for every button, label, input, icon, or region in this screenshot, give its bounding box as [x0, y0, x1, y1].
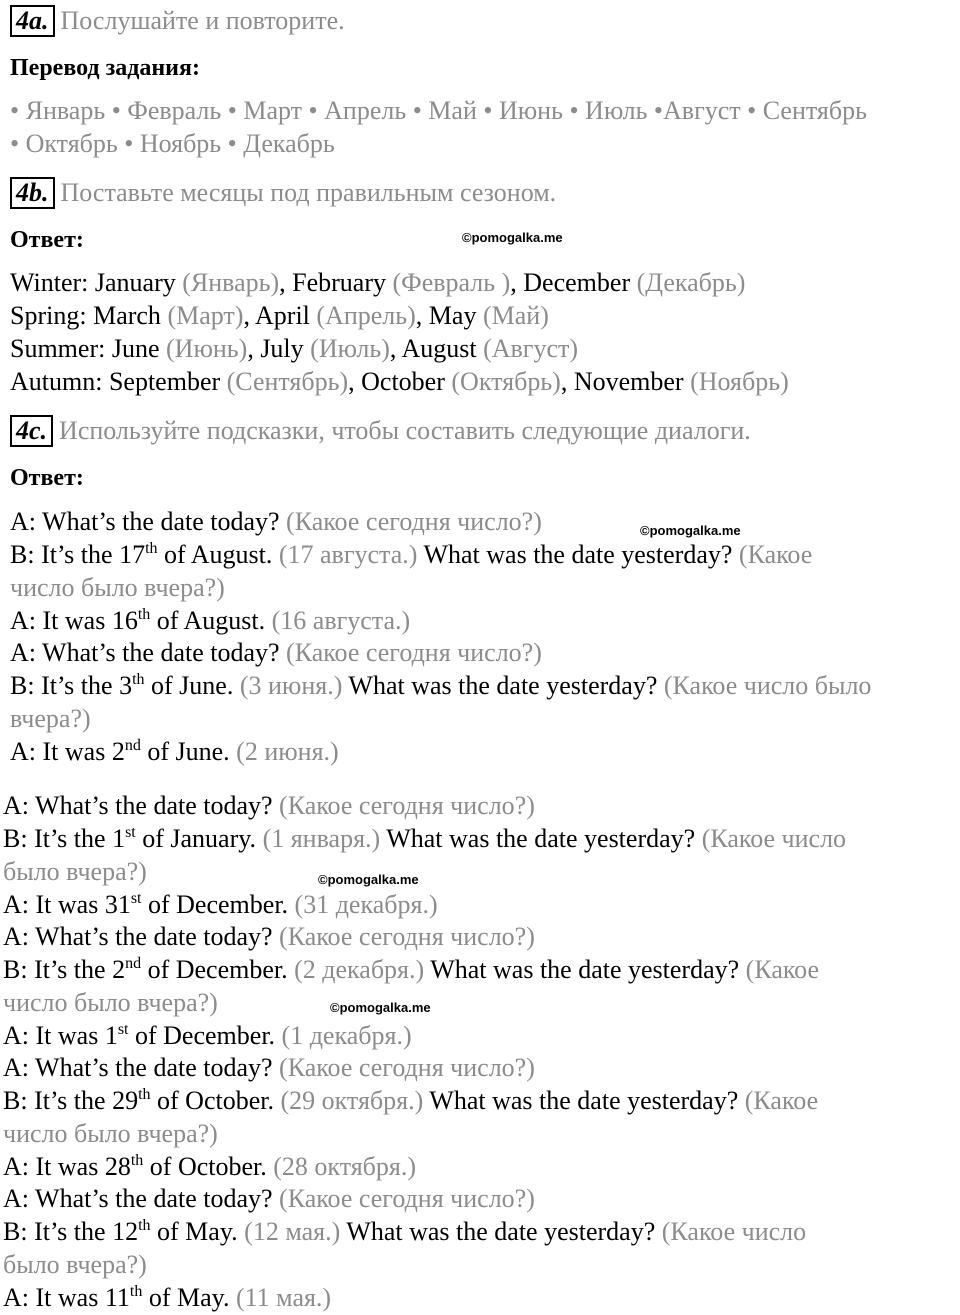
- month-russian: (Апрель): [316, 301, 416, 330]
- dialogue-answer-yesterday: A: It was 2nd of June. (2 июня.): [10, 737, 339, 766]
- ordinal-suffix: th: [130, 1152, 144, 1169]
- question-yesterday-translation-part: было вчера?): [3, 1250, 147, 1279]
- dialogue-question-today: [3, 1051, 535, 1084]
- month-russian: (Январь): [182, 268, 280, 297]
- date-number: 29: [112, 1086, 139, 1115]
- date-number: 11: [104, 1283, 130, 1312]
- question-yesterday-translation-part: число было вчера?): [10, 573, 225, 602]
- ordinal-suffix: th: [138, 1217, 151, 1234]
- season-row: [10, 365, 789, 398]
- months-line-2: • Октябрь • Ноябрь • Декабрь: [10, 129, 335, 158]
- month-russian: (Ноябрь): [690, 367, 789, 396]
- month-separator: ,: [560, 367, 568, 396]
- dialogue-question-today: [3, 789, 535, 822]
- question-yesterday-translation-part: число было вчера?): [3, 1119, 218, 1148]
- question-today-translation: (Какое сегодня число?): [279, 922, 535, 951]
- month-separator: ,: [415, 301, 423, 330]
- month-english: July: [260, 334, 304, 363]
- month-english: April: [255, 301, 310, 330]
- task-4a-instruction: Послушайте и повторите.: [60, 6, 345, 35]
- question-yesterday: What was the date yesterday?: [346, 1217, 656, 1246]
- date-number: 2: [112, 955, 126, 984]
- date-number: 31: [104, 890, 131, 919]
- question-yesterday: What was the date yesterday?: [430, 955, 740, 984]
- month-english: September: [108, 367, 221, 396]
- date-translation: (29 октября.): [280, 1086, 424, 1115]
- dialogue-answer-today: B: It’s the 29th of October. (29 октября.) What was the date yesterday? (Какое: [3, 1086, 819, 1115]
- dialogue-answer-today: B: It’s the 12th of May. (12 мая.) What was the date yesterday? (Какое число: [3, 1217, 807, 1246]
- ordinal-suffix: th: [132, 671, 145, 688]
- question-yesterday-translation-part: (Какое: [744, 1086, 819, 1115]
- month-english: March: [93, 301, 161, 330]
- question-yesterday-translation-part: число было вчера?): [3, 988, 218, 1017]
- task-4b-instruction: Поставьте месяцы под правильным сезоном.: [60, 178, 557, 207]
- question-today: A: What’s the date today?: [10, 638, 280, 667]
- month-russian: (Июль): [310, 334, 390, 363]
- question-today: A: What’s the date today?: [3, 1053, 273, 1082]
- question-yesterday: What was the date yesterday?: [423, 540, 733, 569]
- dialogue-answer-yesterday: A: It was 16th of August. (16 августа.): [10, 606, 411, 635]
- date-number: 2: [111, 737, 125, 766]
- dialogue-answer-yesterday: A: It was 31st of December. (31 декабря.): [3, 890, 438, 919]
- date-number: 16: [111, 606, 138, 635]
- watermark: ©pomogalka.me: [318, 872, 419, 887]
- month-russian: (Июнь): [166, 334, 248, 363]
- ordinal-suffix: nd: [125, 955, 142, 972]
- question-today-translation: (Какое сегодня число?): [286, 638, 542, 667]
- date-number: 12: [112, 1217, 139, 1246]
- ordinal-suffix: th: [138, 1086, 151, 1103]
- task-4b-badge: 4b.: [10, 177, 55, 209]
- months-line-1: • Январь • Февраль • Март • Апрель • Май • Июнь • Июль •Август • Сентябрь: [10, 96, 867, 125]
- month-russian: (Сентябрь): [226, 367, 349, 396]
- question-today-translation: (Какое сегодня число?): [286, 507, 542, 536]
- dialogue-question-today: [10, 636, 542, 669]
- season-row: [10, 266, 745, 299]
- date-month: of January.: [142, 824, 257, 853]
- date-translation: (28 октября.): [273, 1152, 417, 1181]
- date-translation: (1 декабря.): [281, 1021, 412, 1050]
- dialogue-answer-today: B: It’s the 3th of June. (3 июня.) What was the date yesterday? (Какое число было: [10, 671, 872, 700]
- month-russian: (Август): [483, 334, 578, 363]
- question-yesterday: What was the date yesterday?: [429, 1086, 739, 1115]
- month-english: October: [361, 367, 445, 396]
- question-yesterday: What was the date yesterday?: [348, 671, 658, 700]
- month-russian: (Декабрь): [636, 268, 746, 297]
- ordinal-suffix: st: [125, 824, 136, 841]
- date-month: of June.: [151, 671, 234, 700]
- date-translation: (3 июня.): [239, 671, 343, 700]
- month-english: November: [573, 367, 684, 396]
- date-number: 1: [112, 824, 126, 853]
- ordinal-suffix: th: [145, 540, 158, 557]
- date-month: of December.: [147, 955, 288, 984]
- date-translation: (1 января.): [262, 824, 381, 853]
- task-4b-header: [10, 176, 556, 209]
- month-separator: ,: [510, 268, 517, 297]
- date-month: of December.: [148, 890, 289, 919]
- ordinal-suffix: st: [130, 890, 142, 907]
- date-month: of August.: [164, 540, 273, 569]
- month-english: January: [94, 268, 176, 297]
- dialogue-answer-yesterday: A: It was 11th of May. (11 мая.): [3, 1283, 332, 1312]
- month-english: December: [523, 268, 631, 297]
- ordinal-suffix: st: [117, 1021, 129, 1038]
- month-separator: ,: [279, 268, 286, 297]
- date-translation: (16 августа.): [271, 606, 411, 635]
- season-name: Summer:: [10, 334, 106, 363]
- dialogue-answer-today: B: It’s the 17th of August. (17 августа.) What was the date yesterday? (Какое: [10, 540, 813, 569]
- dialogue-answer-yesterday: A: It was 28th of October. (28 октября.): [3, 1152, 417, 1181]
- question-today: A: What’s the date today?: [3, 922, 273, 951]
- date-translation: (11 мая.): [235, 1283, 332, 1312]
- question-yesterday: What was the date yesterday?: [386, 824, 696, 853]
- date-month: of October.: [157, 1086, 274, 1115]
- month-separator: ,: [389, 334, 397, 363]
- answer-label-4c: Ответ:: [10, 465, 84, 491]
- question-today: A: What’s the date today?: [3, 791, 273, 820]
- dialogue-question-today: [3, 1182, 535, 1215]
- question-yesterday-translation-part: (Какое: [745, 955, 820, 984]
- month-english: May: [428, 301, 477, 330]
- dialogue-question-today: [10, 505, 542, 538]
- month-english: February: [292, 268, 386, 297]
- date-translation: (17 августа.): [278, 540, 418, 569]
- month-russian: (Март): [167, 301, 244, 330]
- question-yesterday-translation-part: (Какое число: [661, 1217, 807, 1246]
- month-russian: (Февраль ): [392, 268, 511, 297]
- question-today: A: What’s the date today?: [3, 1184, 273, 1213]
- season-row: [10, 299, 549, 332]
- dialogue-answer-yesterday: A: It was 1st of December. (1 декабря.): [3, 1021, 412, 1050]
- month-separator: ,: [243, 301, 250, 330]
- date-month: of May.: [148, 1283, 230, 1312]
- question-today-translation: (Какое сегодня число?): [279, 1053, 535, 1082]
- ordinal-suffix: nd: [124, 737, 141, 754]
- question-today: A: What’s the date today?: [10, 507, 280, 536]
- task-4a-header: [10, 4, 345, 37]
- season-name: Spring:: [10, 301, 87, 330]
- month-separator: ,: [247, 334, 254, 363]
- translation-label: Перевод задания:: [10, 55, 200, 81]
- season-row: [10, 332, 578, 365]
- dialogue-question-today: [3, 920, 535, 953]
- watermark: ©pomogalka.me: [330, 1000, 431, 1015]
- date-translation: (12 мая.): [244, 1217, 341, 1246]
- date-month: of August.: [156, 606, 266, 635]
- answer-label-4b: Ответ:: [10, 227, 84, 253]
- date-month: of June.: [147, 737, 230, 766]
- date-translation: (2 июня.): [236, 737, 339, 766]
- month-russian: (Май): [482, 301, 549, 330]
- watermark: ©pomogalka.me: [640, 523, 741, 538]
- task-4c-header: [10, 414, 751, 447]
- dialogue-answer-today: B: It’s the 1st of January. (1 января.) What was the date yesterday? (Какое число: [3, 824, 847, 853]
- task-4a-badge: 4a.: [10, 5, 55, 37]
- month-separator: ,: [348, 367, 355, 396]
- month-english: August: [401, 334, 477, 363]
- question-yesterday-translation-part: (Какое число: [701, 824, 847, 853]
- date-number: 17: [119, 540, 146, 569]
- question-today-translation: (Какое сегодня число?): [279, 791, 535, 820]
- question-yesterday-translation-part: (Какое: [738, 540, 813, 569]
- ordinal-suffix: th: [137, 606, 151, 623]
- question-yesterday-translation-part: вчера?): [10, 704, 91, 733]
- dialogue-answer-today: B: It’s the 2nd of December. (2 декабря.) What was the date yesterday? (Какое: [3, 955, 820, 984]
- season-name: Autumn:: [10, 367, 103, 396]
- month-russian: (Октябрь): [451, 367, 561, 396]
- month-english: June: [111, 334, 160, 363]
- date-month: of October.: [149, 1152, 267, 1181]
- date-month: of December.: [135, 1021, 276, 1050]
- season-name: Winter:: [10, 268, 89, 297]
- date-number: 1: [104, 1021, 118, 1050]
- question-today-translation: (Какое сегодня число?): [279, 1184, 535, 1213]
- date-number: 3: [119, 671, 133, 700]
- date-translation: (2 декабря.): [294, 955, 425, 984]
- task-4c-badge: 4c.: [10, 415, 53, 447]
- question-yesterday-translation-part: было вчера?): [3, 857, 147, 886]
- watermark: ©pomogalka.me: [462, 230, 563, 245]
- question-yesterday-translation-part: (Какое число было: [663, 671, 872, 700]
- date-month: of May.: [157, 1217, 238, 1246]
- task-4c-instruction: Используйте подсказки, чтобы составить следующие диалоги.: [59, 416, 751, 445]
- ordinal-suffix: th: [129, 1283, 143, 1300]
- date-number: 28: [104, 1152, 131, 1181]
- date-translation: (31 декабря.): [294, 890, 438, 919]
